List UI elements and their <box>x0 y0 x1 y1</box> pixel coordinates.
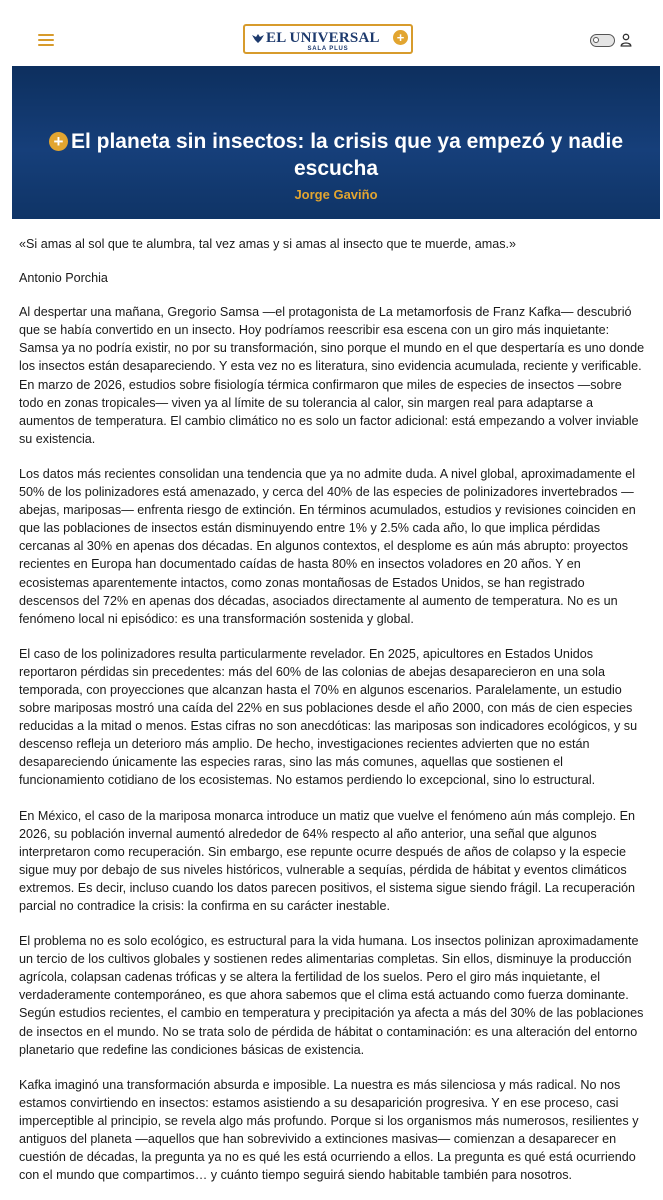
epigraph-quote: «Si amas al sol que te alumbra, tal vez amas y si amas al insecto que te muerde, amas.» <box>19 237 516 251</box>
plus-badge-icon: + <box>49 132 68 151</box>
article-paragraph: Al despertar una mañana, Gregorio Samsa —el protagonista de La metamorfosis de Franz Kafka— descubrió que se había convertido en un insecto. Hoy podríamos reescribir esa escena con un giro más inquietante: Samsa ya no podría existir, no por su transformación, sino porque el mundo en el que despertaría es uno donde los insectos están desapareciendo. Y esta vez no es literatura, sino evidencia acumulada, reciente y verificable. En marzo de 2026, estudios sobre fisiología térmica confirmaron que miles de especies de insectos —sobre todo en zonas tropicales— viven ya al límite de su tolerancia al calor, sin margen real para adaptarse a aumentos de temperatura. El cambio climático no es solo un factor adicional: está empezando a volver inviable su existencia. <box>19 305 645 446</box>
epigraph-author: Antonio Porchia <box>19 271 108 286</box>
article-hero <box>12 66 660 219</box>
article-author[interactable]: Jorge Gaviño <box>294 187 378 202</box>
logo-text: EL UNIVERSAL <box>266 30 380 46</box>
article-paragraph: En México, el caso de la mariposa monarca introduce un matiz que vuelve el fenómeno aún más complejo. En 2026, su población invernal aumentó alrededor de 64% respecto al año anterior, una señal que algunos interpretaron como recuperación. Sin embargo, ese repunte ocurre después de años de colapso y la especie sigue muy por debajo de sus niveles históricos, vulnerable a sequías, pérdida de hábitat y eventos climáticos extremos. Es decir, incluso cuando los datos parecen positivos, el sistema sigue siendo frágil. La recuperación parcial no contradice la crisis: la confirma en su carácter inestable. <box>19 808 636 913</box>
eagle-icon <box>251 31 265 45</box>
toggle-knob <box>593 37 599 43</box>
logo-subtitle: SALA PLUS <box>307 46 349 52</box>
article-paragraph: Los datos más recientes consolidan una tendencia que ya no admite duda. A nivel global, aproximadamente el 50% de los polinizadores está amenazado, y cerca del 40% de las especies de polinizadores invertebrados —abejas, mariposas— enfrenta riesgo de extinción. En términos acumulados, estudios y revisiones coinciden en que las poblaciones de insectos están disminuyendo entre 1% y 2.5% cada año, lo que implica pérdidas cercanas al 30% en apenas dos décadas. En algunos contextos, el desplome es aún más abrupto: proyectos recientes en Europa han documentado caídas de hasta 80% en insectos voladores en 20 años. Y en ecosistemas aparentemente intactos, como zonas montañosas de Estados Unidos, se han registrado descensos del 72% en apenas dos décadas, asociados directamente al aumento de temperatura. No es un fenómeno local ni episódico: es una transformación sostenida y global. <box>19 466 636 626</box>
article-paragraph: El problema no es solo ecológico, es estructural para la vida humana. Los insectos polinizan aproximadamente un tercio de los cultivos globales y sostienen redes alimentarias completas. Sin ellos, disminuye la producción agrícola, colapsan cadenas tróficas y se altera la fertilidad de los suelos. Pero el giro más inquietante, el verdaderamente contemporáneo, es que ahora sabemos que el clima está actuando como fuerza dominante. Según estudios recientes, el cambio en temperatura y precipitación ya afecta a más del 30% de las poblaciones de insectos en el mundo. No se trata solo de pérdida de hábitat o contaminación: es una alteración del entorno planetario que redefine las condiciones básicas de existencia. <box>19 934 644 1057</box>
article-title-text: El planeta sin insectos: la crisis que ya empezó y nadie escucha <box>70 130 624 180</box>
article-paragraph: Kafka imaginó una transformación absurda e imposible. La nuestra es más silenciosa y más radical. No nos estamos convirtiendo en insectos: estamos asistiendo a su desaparición progresiva. Y en ese proceso, casi imperceptible al principio, se revela algo más profundo. Porque si los organismos más numerosos, resilientes y antiguos del planeta —aquellos que han sobrevivido a extinciones masivas— comienzan a desaparecer en cuestión de décadas, la pregunta ya no es qué les está ocurriendo a ellos. La pregunta es qué está ocurriendo con el mundo que compartimos… y cuánto tiempo seguirá siendo habitable también para nosotros. <box>19 1077 639 1183</box>
theme-toggle[interactable] <box>590 34 615 47</box>
top-bar <box>0 0 663 66</box>
article-title <box>32 128 640 182</box>
el-universal-logo[interactable] <box>243 24 413 54</box>
plus-badge-icon: + <box>393 30 408 45</box>
article-paragraph: El caso de los polinizadores resulta particularmente revelador. En 2025, apicultores en Estados Unidos reportaron pérdidas sin precedentes: más del 60% de las colonias de abejas desaparecieron en una sola temporada, con proyecciones que alcanzan hasta el 70% en algunos escenarios. Paralelamente, un estudio sobre mariposas mostró una caída del 22% en sus poblaciones desde el año 2000, con más de cien especies reducidas a la mitad o menos. Estas cifras no son anecdóticas: las mariposas son indicadores ecológicos, y su descenso refleja un deterioro más amplio. De hecho, investigaciones recientes advierten que no están desapareciendo únicamente las especies raras, sino las más comunes, aquellas que sostienen el funcionamiento cotidiano de los ecosistemas. No estamos perdiendo lo excepcional, sino lo estructural. <box>19 646 638 788</box>
user-icon[interactable] <box>620 33 632 47</box>
menu-icon[interactable] <box>38 34 54 47</box>
article-body <box>19 235 647 1200</box>
